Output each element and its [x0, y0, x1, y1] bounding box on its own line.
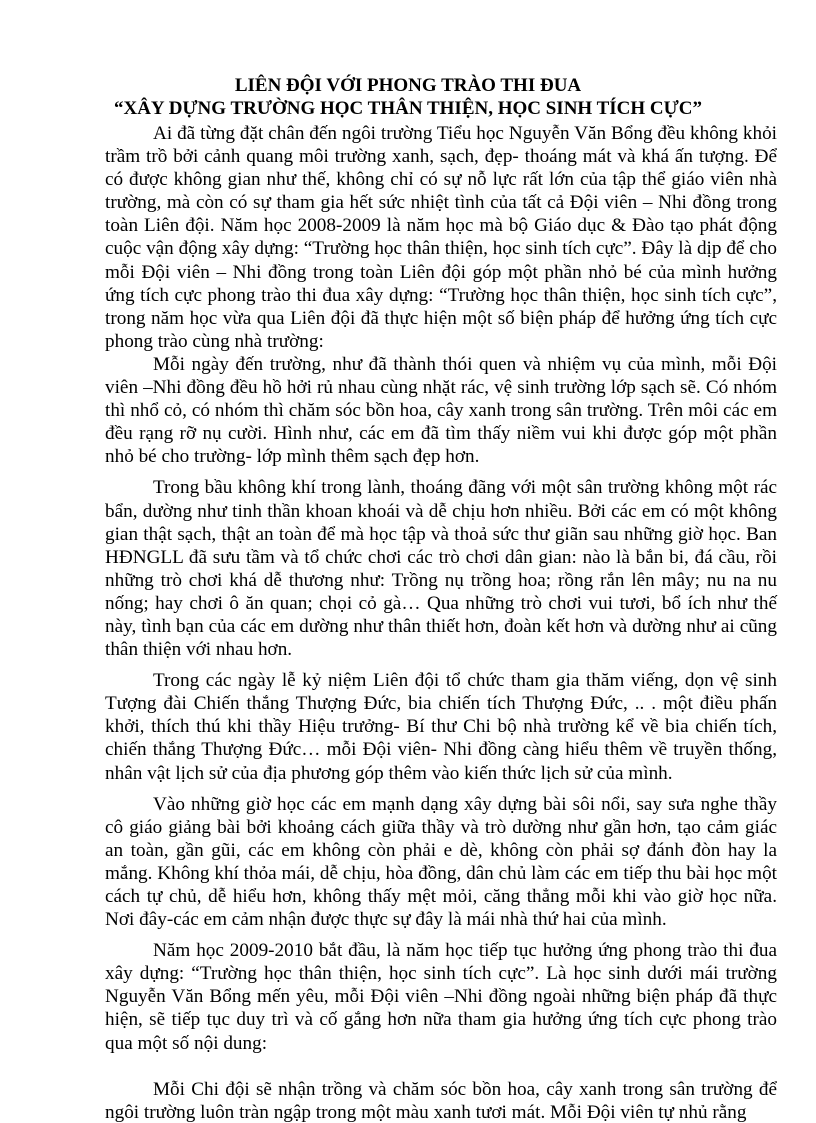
paragraph-classroom: Vào những giờ học các em mạnh dạng xây dựng bài sôi nổi, say sưa nghe thầy cô giáo giảng bài bởi khoảng cách giữa thầy và trò dường như gần hơn, tạo cảm giác an toàn, gần gũi, các em không còn phải e dè, không còn phải sợ đánh đòn hay la mắng. Không khí thỏa mái, dễ chịu, hòa đồng, dân chủ làm các em tiếp thu bài học một cách tự chủ, dễ hiểu hơn, không thấy mệt mỏi, căng thẳng mỗi khi vào giờ học nữa. Nơi đây-các em cảm nhận được thực sự đây là mái nhà thứ hai của mình. — [105, 793, 777, 931]
document-body — [105, 122, 777, 1123]
paragraph-daily-cleaning: Mỗi ngày đến trường, như đã thành thói quen và nhiệm vụ của mình, mỗi Đội viên –Nhi đồng đều hồ hởi rủ nhau cùng nhặt rác, vệ sinh trường lớp sạch sẽ. Có nhóm thì nhổ cỏ, có nhóm thì chăm sóc bồn hoa, cây xanh trong sân trường. Trên môi các em đều rạng rỡ nụ cười. Hình như, các em đã tìm thấy niềm vui khi được góp một phần nhỏ bé cho trường- lớp mình thêm sạch đẹp hơn. — [105, 353, 777, 468]
paragraph-intro: Ai đã từng đặt chân đến ngôi trường Tiểu học Nguyễn Văn Bổng đều không khỏi trầm trồ bởi cảnh quang môi trường xanh, sạch, đẹp- thoáng mát và khá ấn tượng. Để có được không gian như thế, không chỉ có sự nỗ lực rất lớn của tập thể giáo viên nhà trường, mà còn có sự tham gia hết sức nhiệt tình của tất cả Đội viên – Nhi đồng trong toàn Liên đội. Năm học 2008-2009 là năm học mà bộ Giáo dục & Đào tạo phát động cuộc vận động xây dựng: “Trường học thân thiện, học sinh tích cực”. Đây là dịp để cho mỗi Đội viên – Nhi đồng trong toàn Liên đội góp một phần nhỏ bé của mình hưởng ứng tích cực phong trào thi đua xây dựng: “Trường học thân thiện, học sinh tích cực”, trong năm học vừa qua Liên đội đã thực hiện một số biện pháp để hưởng ứng tích cực phong trào cùng nhà trường: — [105, 123, 777, 352]
paragraph-folk-games: Trong bầu không khí trong lành, thoáng đãng với một sân trường không một rác bẩn, dường như tinh thần khoan khoái và dễ chịu hơn nhiều. Bởi các em có một không gian thật sạch, thật an toàn để mà học tập và thoả sức thư giãn sau những giờ học. Ban HĐNGLL đã sưu tầm và tổ chức chơi các trò chơi dân gian: nào là bắn bi, đá cầu, rồi những trò chơi khá dễ thương như: Trồng nụ trồng hoa; rồng rắn lên mây; nu na nu nống; hay chơi ô ăn quan; chọi cỏ gà… Qua những trò chơi vui tươi, bổ ích như thế này, tình bạn của các em dường như thân thiết hơn, đoàn kết hơn và dường như ai cũng thân thiện với nhau hơn. — [105, 477, 777, 661]
document-title-line1: LIÊN ĐỘI VỚI PHONG TRÀO THI ĐUA — [234, 75, 582, 96]
paragraph-flower-beds: Mỗi Chi đội sẽ nhận trồng và chăm sóc bồn hoa, cây xanh trong sân trường để ngôi trường luôn tràn ngập trong một màu xanh tươi mát. Mỗi Đội viên tự nhủ rằng — [105, 1078, 777, 1123]
paragraph-new-school-year: Năm học 2009-2010 bắt đầu, là năm học tiếp tục hưởng ứng phong trào thi đua xây dựng: “Trường học thân thiện, học sinh tích cực”. Là học sinh dưới mái trường Nguyễn Văn Bổng mến yêu, mỗi Đội viên –Nhi đồng ngoài những biện pháp đã thực hiện, sẽ tiếp tục duy trì và cố gắng hơn nữa tham gia hưởng ứng tích cực phong trào qua một số nội dung: — [105, 940, 777, 1054]
document-title-line2: “XÂY DỰNG TRƯỜNG HỌC THÂN THIỆN, HỌC SINH TÍCH CỰC” — [113, 98, 702, 119]
paragraph-commemoration: Trong các ngày lễ kỷ niệm Liên đội tổ chức tham gia thăm viếng, dọn vệ sinh Tượng đài Chiến thắng Thượng Đức, bia chiến tích Thượng Đức, .. . một điều phấn khởi, thích thú khi thầy Hiệu trưởng- Bí thư Chi bộ nhà trường kể về bia chiến tích, chiến thắng Thượng Đức… mỗi Đội viên- Nhi đồng càng hiểu thêm về truyền thống, nhân vật lịch sử của địa phương góp thêm vào kiến thức lịch sử của mình. — [105, 670, 777, 784]
